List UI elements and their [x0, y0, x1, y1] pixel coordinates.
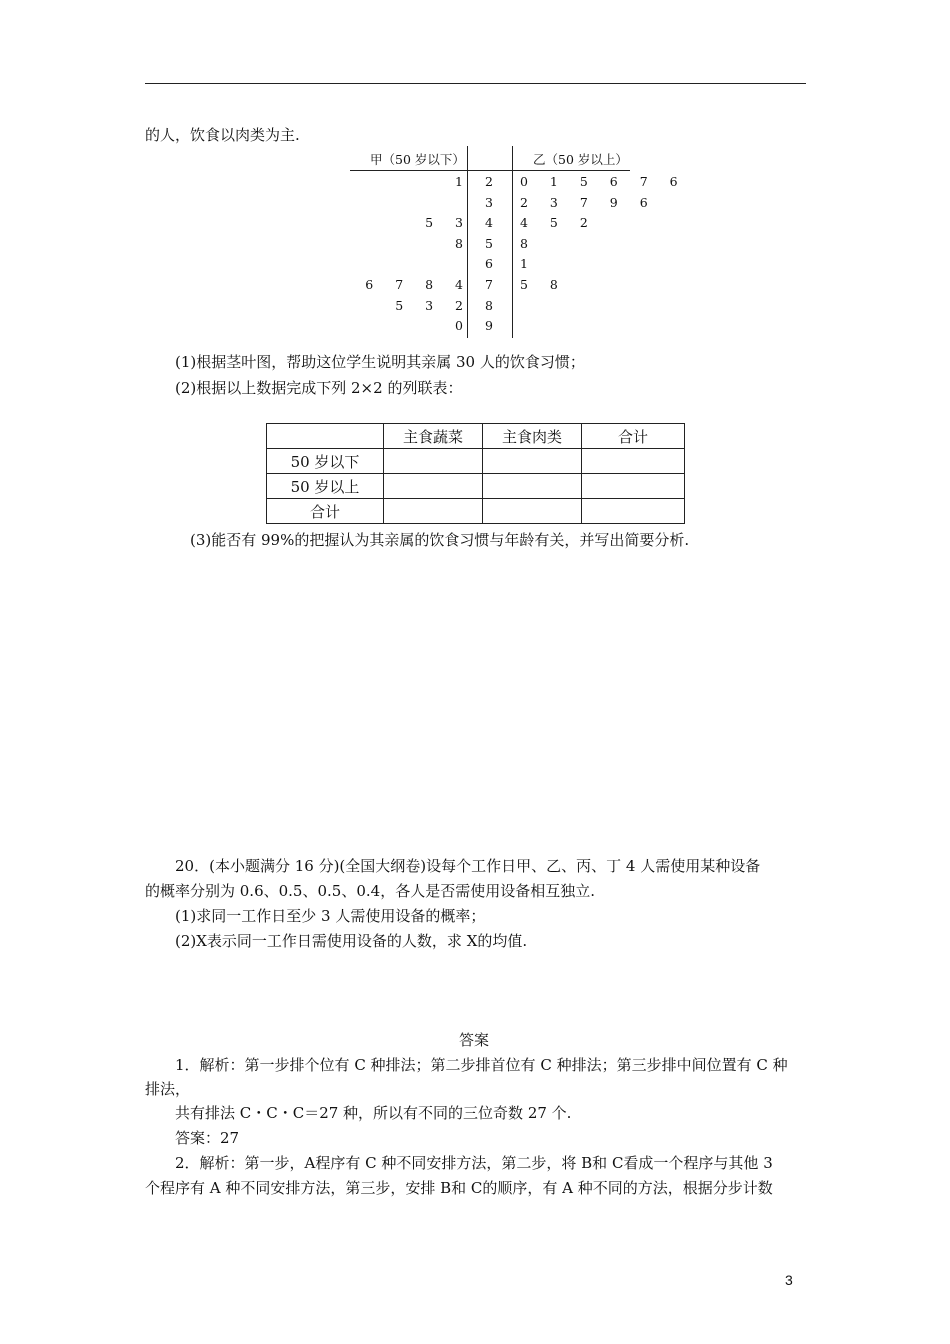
table-cell: [582, 449, 685, 474]
left-leaves: 1: [455, 174, 472, 189]
table-row: [267, 499, 685, 524]
stem-value: 3: [485, 194, 493, 210]
table-header-row: [267, 424, 685, 449]
intro-text: 的人，饮食以肉类为主.: [145, 126, 300, 144]
left-leaves: 8: [455, 235, 472, 251]
stem-value: 5: [485, 235, 493, 251]
right-leaves: 4 5 2: [520, 215, 597, 231]
answer-1-line-4: 答案：27: [175, 1129, 240, 1147]
header-rule: [145, 83, 806, 84]
table-row: [267, 449, 685, 474]
stem-value: 7: [485, 277, 493, 292]
stem-leaf-row: [350, 277, 630, 297]
right-leaves: 5 8: [520, 277, 567, 292]
stem-value: 8: [485, 297, 493, 313]
right-leaves: 1: [520, 256, 537, 272]
stem-leaf-row: [350, 236, 630, 256]
left-leaves: 5 3: [425, 215, 472, 231]
row-label: 50 岁以下: [267, 449, 384, 474]
stem-leaf-row: [350, 318, 630, 338]
right-leaves: 0 1 5 6 7 6: [520, 174, 687, 189]
answer-2-line-2: 个程序有 A 种不同安排方法，第三步，安排 B和 C的顺序，有 A 种不同的方法，根据分步计数: [145, 1179, 773, 1197]
stem-leaf-row: [350, 298, 630, 318]
stem-leaf-plot: [350, 146, 687, 338]
table-cell: [384, 449, 483, 474]
table-row: [267, 474, 685, 499]
page-number: 3: [785, 1272, 793, 1288]
stem-leaf-row: [350, 256, 630, 276]
table-cell: [384, 499, 483, 524]
problem-20-question-2: (2)X表示同一工作日需使用设备的人数，求 X的均值.: [175, 932, 528, 950]
question-2: (2)根据以上数据完成下列 2×2 的列联表：: [175, 379, 463, 397]
stem-value: 2: [485, 174, 493, 189]
table-cell: [483, 449, 582, 474]
right-leaves: 8: [520, 235, 537, 251]
table-cell: [483, 499, 582, 524]
answer-title: 答案: [459, 1031, 490, 1049]
question-3: (3)能否有 99%的把握认为其亲属的饮食习惯与年龄有关，并写出简要分析.: [190, 531, 690, 549]
contingency-table: [266, 423, 685, 524]
table-cell: [582, 499, 685, 524]
table-header-cell: 主食肉类: [483, 424, 582, 449]
right-header: 乙（50 岁以上）: [533, 152, 628, 167]
table-header-cell: 主食蔬菜: [384, 424, 483, 449]
left-header: 甲（50 岁以下）: [370, 152, 465, 167]
row-label: 合计: [267, 499, 384, 524]
problem-20-line-2: 的概率分别为 0.6、0.5、0.5、0.4，各人是否需使用设备相互独立.: [145, 882, 595, 900]
stem-leaf-top-line: [350, 170, 630, 171]
answer-1-line-3: 共有排法 C・C・C＝27 种，所以有不同的三位奇数 27 个.: [175, 1104, 572, 1122]
stem-leaf-row: [350, 194, 657, 215]
right-leaves: 2 3 7 9 6: [520, 194, 657, 210]
table-cell: [483, 474, 582, 499]
answer-2-line-1: 2．解析：第一步，A程序有 C 种不同安排方法，第二步，将 B和 C看成一个程序与其他 3: [175, 1154, 773, 1172]
stem-leaf-row: [350, 174, 687, 194]
answer-1-line-1: 1．解析：第一步排个位有 C 种排法；第二步排首位有 C 种排法；第三步排中间位置有 C 种: [175, 1056, 788, 1074]
problem-20-line-1: 20．(本小题满分 16 分)(全国大纲卷)设每个工作日甲、乙、丙、丁 4 人需使用某种设备: [175, 857, 761, 875]
table-header-cell: [267, 424, 384, 449]
stem-value: 9: [485, 318, 493, 334]
table-header-cell: 合计: [582, 424, 685, 449]
problem-20-question-1: (1)求同一工作日至少 3 人需使用设备的概率；: [175, 907, 486, 925]
left-leaves: 6 7 8 4: [365, 277, 472, 292]
question-1: (1)根据茎叶图，帮助这位学生说明其亲属 30 人的饮食习惯；: [175, 353, 585, 371]
stem-value: 4: [485, 215, 493, 231]
stem-leaf-row: [350, 215, 630, 235]
answer-1-line-2: 排法，: [145, 1080, 191, 1098]
table-cell: [384, 474, 483, 499]
row-label: 50 岁以上: [267, 474, 384, 499]
left-leaves: 5 3 2: [395, 297, 472, 313]
left-leaves: 0: [455, 318, 472, 334]
stem-value: 6: [485, 256, 493, 272]
table-cell: [582, 474, 685, 499]
